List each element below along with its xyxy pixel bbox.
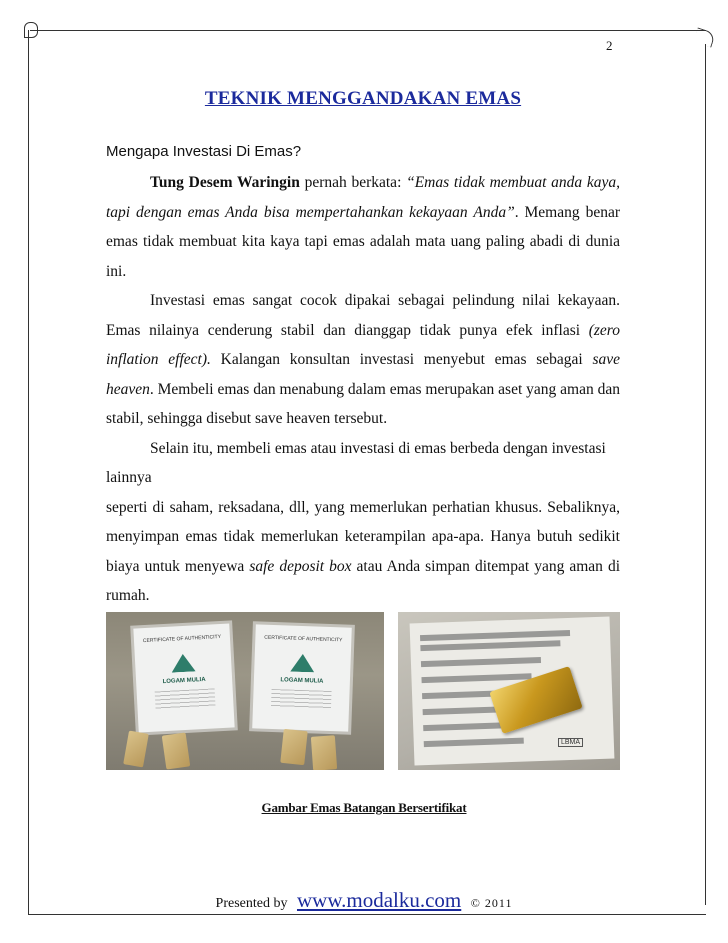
lbma-mark: LBMA bbox=[558, 738, 583, 747]
p2-text: Investasi emas sangat cocok dipakai sebagai pelindung nilai kekayaan. Emas nilainya cenderung stabil dan dianggap tidak punya efek inflasi bbox=[106, 292, 620, 339]
image-caption: Gambar Emas Batangan Bersertifikat bbox=[261, 800, 467, 815]
certificate-card bbox=[133, 624, 234, 733]
photo-gold-bar-certificate bbox=[398, 612, 620, 770]
certificate-text-line bbox=[423, 722, 503, 731]
p2-text-end: . Membeli emas dan menabung dalam emas merupakan aset yang aman dan stabil, sehingga disebut save heaven tersebut. bbox=[106, 380, 620, 427]
paragraph-2 bbox=[106, 286, 620, 434]
quoted-person: Tung Desem Waringin bbox=[150, 174, 300, 191]
p2-italic-term: (zero inflation effect). bbox=[106, 321, 620, 368]
certificate-text-line bbox=[420, 640, 560, 651]
gold-bar-icon bbox=[162, 732, 190, 769]
certificate-text-line bbox=[421, 657, 541, 667]
p3-italic-term: safe deposit box bbox=[249, 557, 352, 575]
footer-prefix: Presented by bbox=[215, 896, 288, 911]
paragraph-1 bbox=[106, 168, 620, 286]
certificate-title: CERTIFICATE OF AUTHENTICITY bbox=[264, 634, 343, 644]
section-heading: Mengapa Investasi Di Emas? bbox=[106, 143, 302, 160]
border-right bbox=[705, 44, 706, 905]
certificate-text-lines bbox=[155, 688, 216, 709]
border-left bbox=[28, 30, 29, 915]
border-top bbox=[30, 30, 706, 31]
body-text bbox=[106, 168, 620, 611]
gold-bar-icon bbox=[311, 735, 337, 770]
certificate-card bbox=[252, 624, 352, 731]
certificate-text-line bbox=[424, 738, 524, 747]
certificate-text-line bbox=[420, 630, 570, 641]
gold-bar-icon bbox=[123, 731, 149, 768]
page-curl-icon bbox=[693, 27, 716, 47]
p3-text: seperti di saham, reksadana, dll, yang memerlukan perhatian khusus. Sebaliknya, menyimpan emas tidak memerlukan keterampilan apa-apa. Hanya butuh sedikit biaya untuk menyewa bbox=[106, 498, 620, 575]
p2-italic-term-2: save heaven bbox=[106, 351, 620, 398]
p1-text-end: . Memang benar emas tidak membuat kita kaya tapi emas adalah mata uang paling abadi di dunia ini. bbox=[106, 203, 620, 280]
page-title-text: TEKNIK MENGGANDAKAN EMAS bbox=[204, 88, 522, 109]
paragraph-3-line-1: Selain itu, membeli emas atau investasi di emas berbeda dengan investasi lainnya bbox=[106, 439, 606, 486]
certificate-brand: LOGAM MULIA bbox=[162, 676, 206, 686]
footer-copyright: © 2011 bbox=[470, 896, 513, 910]
gold-bar-icon bbox=[280, 729, 307, 765]
logam-mulia-logo-icon bbox=[290, 654, 315, 673]
page-number: 2 bbox=[606, 38, 613, 53]
certificate-text-line bbox=[423, 706, 503, 715]
quote: “Emas tidak membuat anda kaya, tapi dengan emas Anda bisa mempertahankan kekayaan Anda” bbox=[106, 174, 620, 221]
border-bottom bbox=[28, 914, 706, 915]
certificate-brand: LOGAM MULIA bbox=[280, 677, 324, 685]
p3-text-end: atau Anda simpan ditempat yang aman di rumah. bbox=[106, 557, 621, 604]
footer-website-link[interactable]: www.modalku.com bbox=[296, 888, 462, 912]
photo-gold-certificates bbox=[106, 612, 384, 770]
logam-mulia-logo-icon bbox=[171, 653, 196, 672]
paragraph-3 bbox=[106, 493, 620, 611]
certificate-title: CERTIFICATE OF AUTHENTICITY bbox=[142, 634, 222, 645]
p2-text-mid: Kalangan konsultan investasi menyebut emas sebagai bbox=[210, 351, 593, 368]
certificate-text-line bbox=[421, 673, 531, 683]
footer bbox=[0, 888, 728, 913]
certificate-text-lines bbox=[271, 689, 332, 709]
gold-photos bbox=[106, 612, 620, 770]
scroll-curl-icon bbox=[24, 22, 38, 38]
p1-text: pernah berkata: bbox=[299, 174, 407, 191]
page-title bbox=[0, 88, 728, 110]
